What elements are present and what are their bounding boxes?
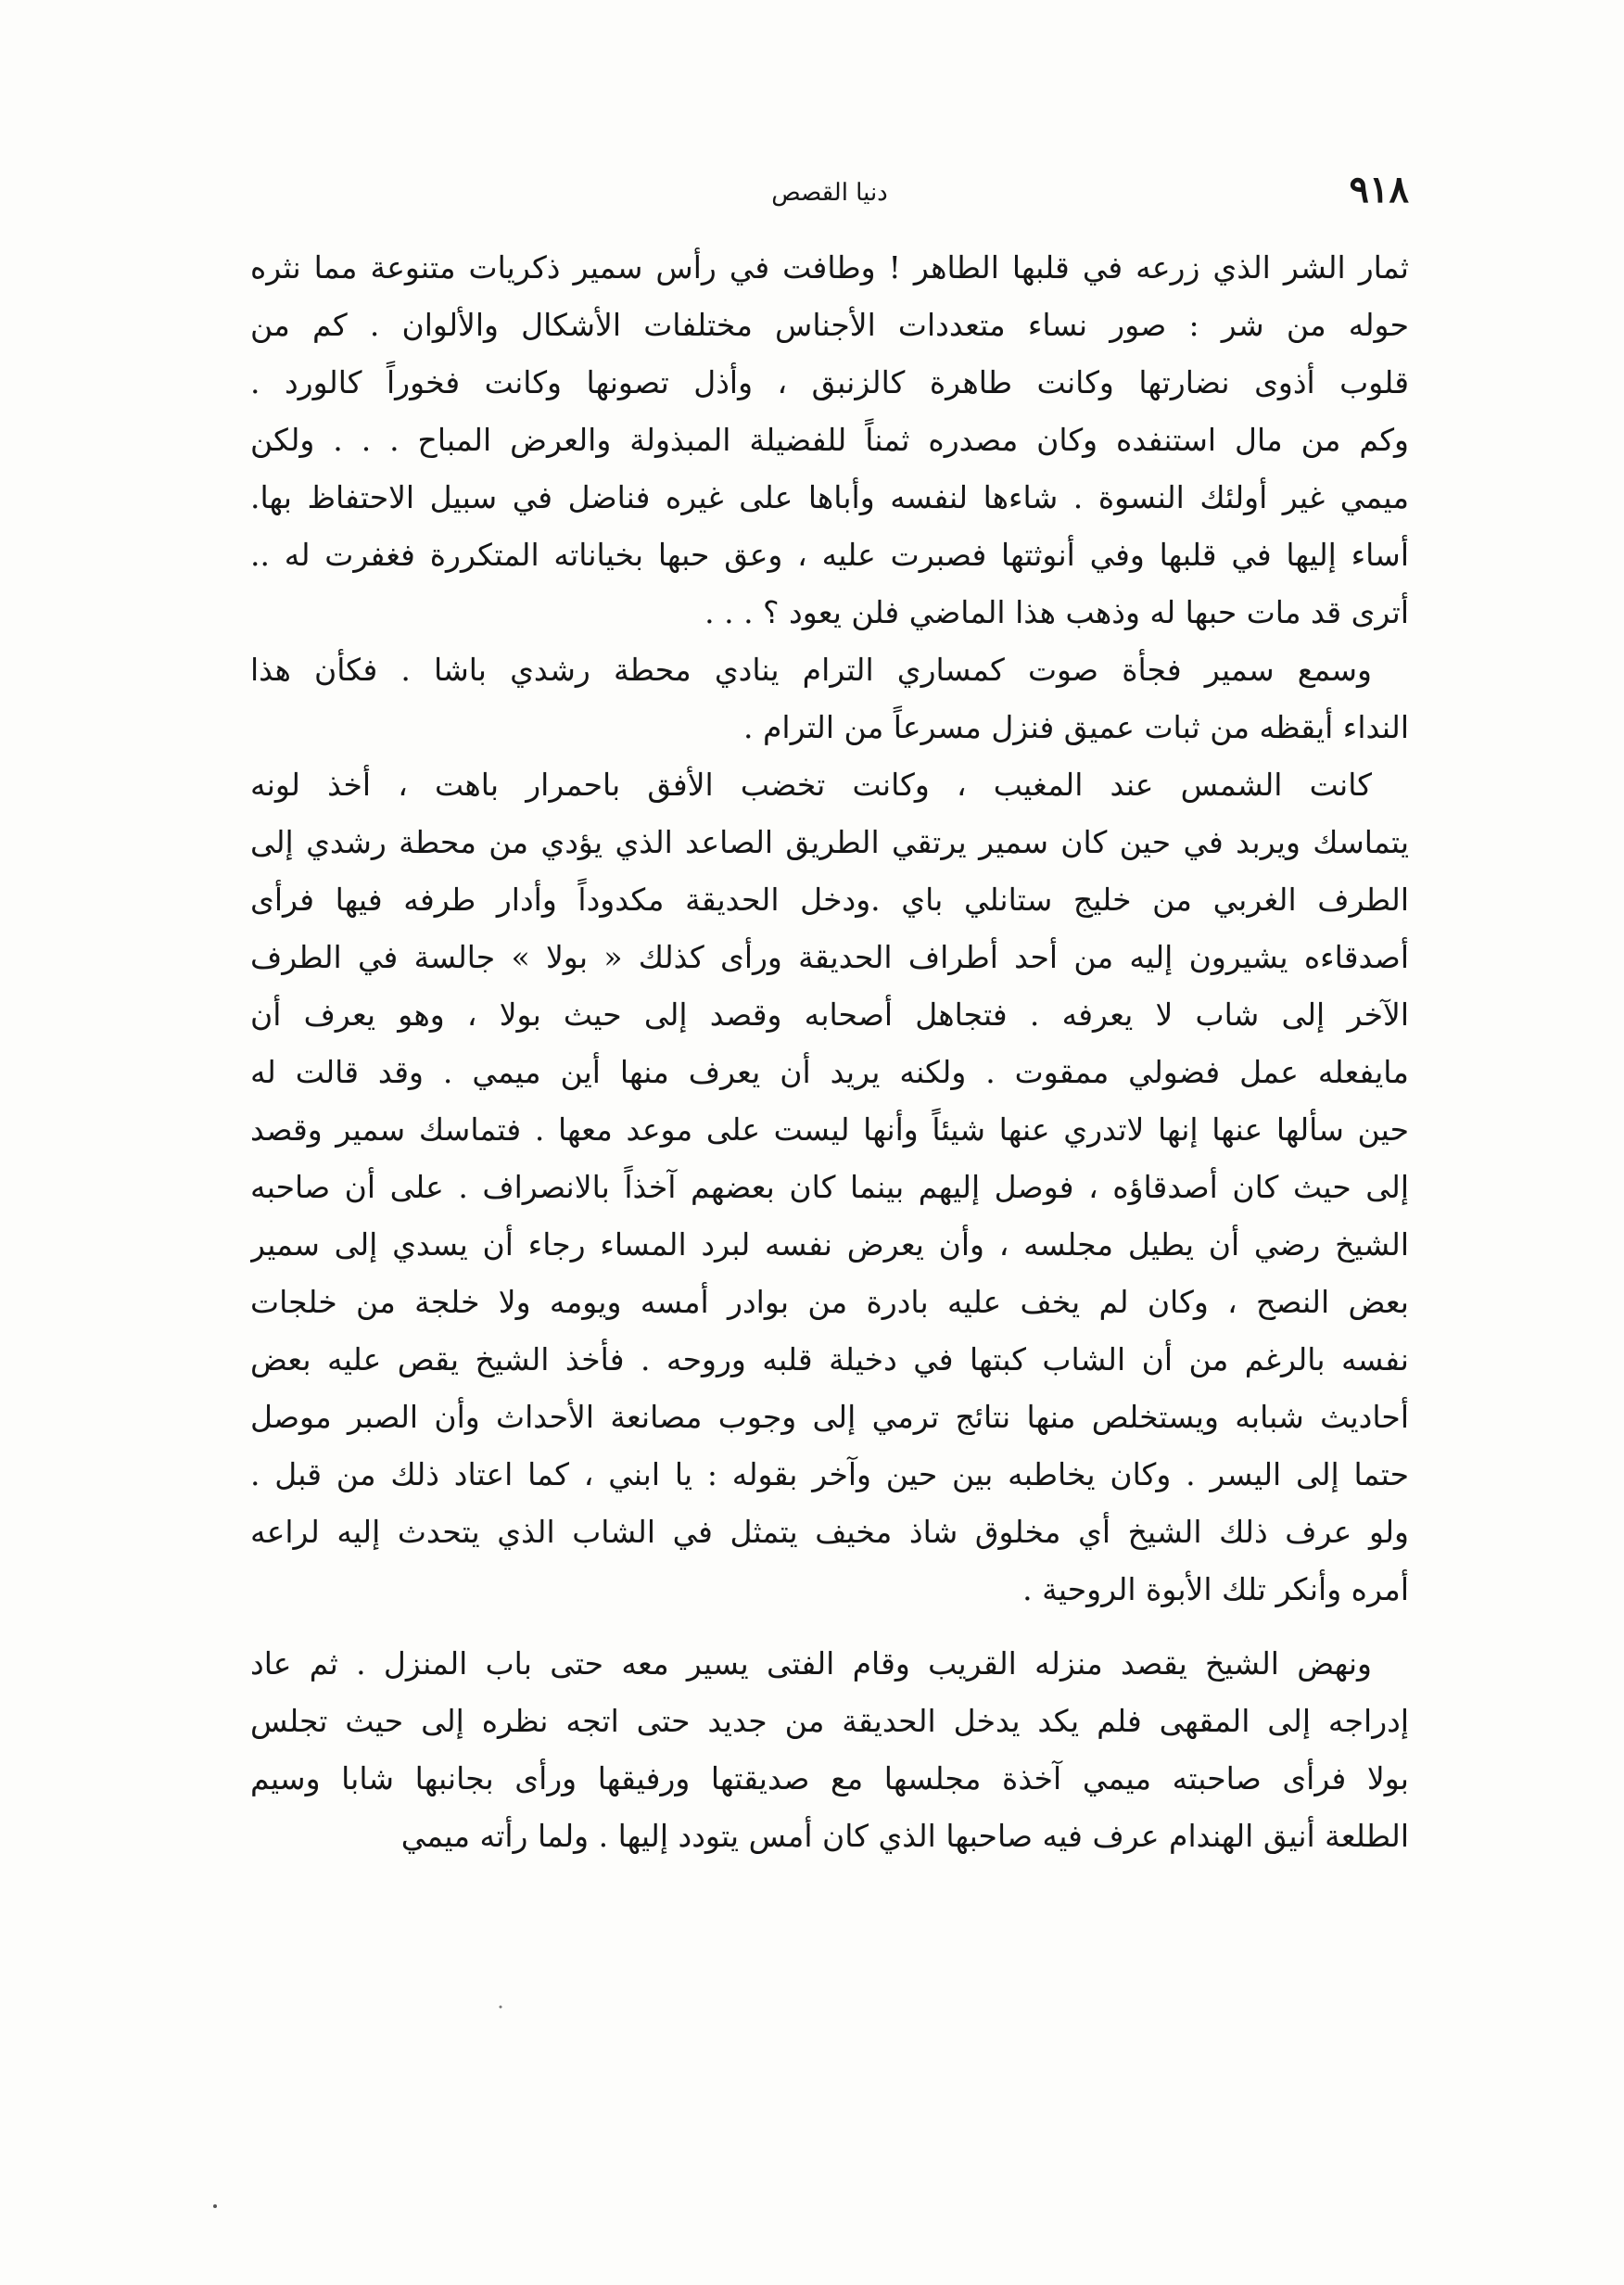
text-line: ولو عرف ذلك الشيخ أي مخلوق شاذ مخيف يتمثل في الشاب الذي يتحدث إليه لراعه <box>250 1514 1409 1550</box>
text-line: أصدقاءه يشيرون إليه من أحد أطراف الحديقة ورأى كذلك « بولا » جالسة في الطرف <box>250 939 1409 975</box>
text-line: أمره وأنكر تلك الأبوة الروحية . <box>1022 1571 1409 1607</box>
text-line: أساء إليها في قلبها وفي أنوثتها فصبرت عليه ، وعق حبها بخياناته المتكررة فغفرت له .. <box>250 537 1409 573</box>
text-line: يتماسك ويربد في حين كان سمير يرتقي الطريق الصاعد الذي يؤدي من محطة رشدي إلى <box>250 824 1409 860</box>
text-line: حين سألها عنها إنها لاتدري عنها شيئاً وأنها ليست على موعد معها . فتماسك سمير وقصد <box>250 1111 1409 1148</box>
text-line: ونهض الشيخ يقصد منزله القريب وقام الفتى يسير معه حتى باب المنزل . ثم عاد <box>250 1645 1372 1682</box>
text-line: الشيخ رضي أن يطيل مجلسه ، وأن يعرض نفسه لبرد المساء رجاء أن يسدي إلى سمير <box>250 1226 1409 1263</box>
text-line: وسمع سمير فجأة صوت كمساري الترام ينادي محطة رشدي باشا . فكأن هذا <box>250 652 1372 688</box>
text-line: ثمار الشر الذي زرعه في قلبها الطاهر ! وطافت في رأس سمير ذكريات متنوعة مما نثره <box>250 249 1409 286</box>
text-line: النداء أيقظه من ثبات عميق فنزل مسرعاً من الترام . <box>743 709 1409 745</box>
text-line: إلى حيث كان أصدقاؤه ، فوصل إليهم بينما كان بعضهم آخذاً بالانصراف . على أن صاحبه <box>250 1169 1409 1205</box>
running-title: دنيا القصص <box>771 179 888 207</box>
text-line: ميمي غير أولئك النسوة . شاءها لنفسه وأباها على غيره فناضل في سبيل الاحتفاظ بها. <box>250 479 1409 515</box>
text-line: أترى قد مات حبها له وذهب هذا الماضي فلن يعود ؟ . . . <box>704 594 1409 630</box>
text-line: الآخر إلى شاب لا يعرفه . فتجاهل أصحابه وقصد إلى حيث بولا ، وهو يعرف أن <box>250 997 1409 1033</box>
text-line: إدراجه إلى المقهى فلم يكد يدخل الحديقة من جديد حتى اتجه نظره إلى حيث تجلس <box>250 1703 1409 1739</box>
text-line: أحاديث شبابه ويستخلص منها نتائج ترمي إلى وجوب مصانعة الأحداث وأن الصبر موصل <box>250 1399 1409 1435</box>
text-line: مايفعله عمل فضولي ممقوت . ولكنه يريد أن يعرف منها أين ميمي . وقد قالت له <box>250 1054 1409 1090</box>
text-line: الطلعة أنيق الهندام عرف فيه صاحبها الذي كان أمس يتودد إليها . ولما رأته ميمي <box>400 1818 1409 1854</box>
text-line: حوله من شر : صور نساء متعددات الأجناس مختلفات الأشكال والألوان . كم من <box>250 307 1409 343</box>
text-line: نفسه بالرغم من أن الشاب كبتها في دخيلة قلبه وروحه . فأخذ الشيخ يقص عليه بعض <box>250 1341 1409 1377</box>
text-line: وكم من مال استنفده وكان مصدره ثمناً للفضيلة المبذولة والعرض المباح . . . ولكن <box>250 422 1409 458</box>
text-line: الطرف الغربي من خليج ستانلي باي .ودخل الحديقة مكدوداً وأدار طرفه فيها فرأى <box>250 882 1409 918</box>
text-line: قلوب أذوى نضارتها وكانت طاهرة كالزنبق ، وأذل تصونها وكانت فخوراً كالورد . <box>250 364 1409 400</box>
text-line: بولا فرأى صاحبته ميمي آخذة مجلسها مع صديقتها ورفيقها ورأى بجانبها شابا وسيم <box>250 1760 1409 1796</box>
text-line: كانت الشمس عند المغيب ، وكانت تخضب الأفق باحمرار باهت ، أخذ لونه <box>250 767 1372 803</box>
text-line: بعض النصح ، وكان لم يخف عليه بادرة من بوادر أمسه ويومه ولا خلجة من خلجات <box>250 1284 1409 1320</box>
page-number: ٩١٨ <box>1349 168 1409 211</box>
text-line: حتما إلى اليسر . وكان يخاطبه بين حين وآخر بقوله : يا ابني ، كما اعتاد ذلك من قبل . <box>250 1456 1409 1492</box>
paper-speck <box>213 2204 217 2208</box>
paper-speck <box>500 2006 502 2009</box>
